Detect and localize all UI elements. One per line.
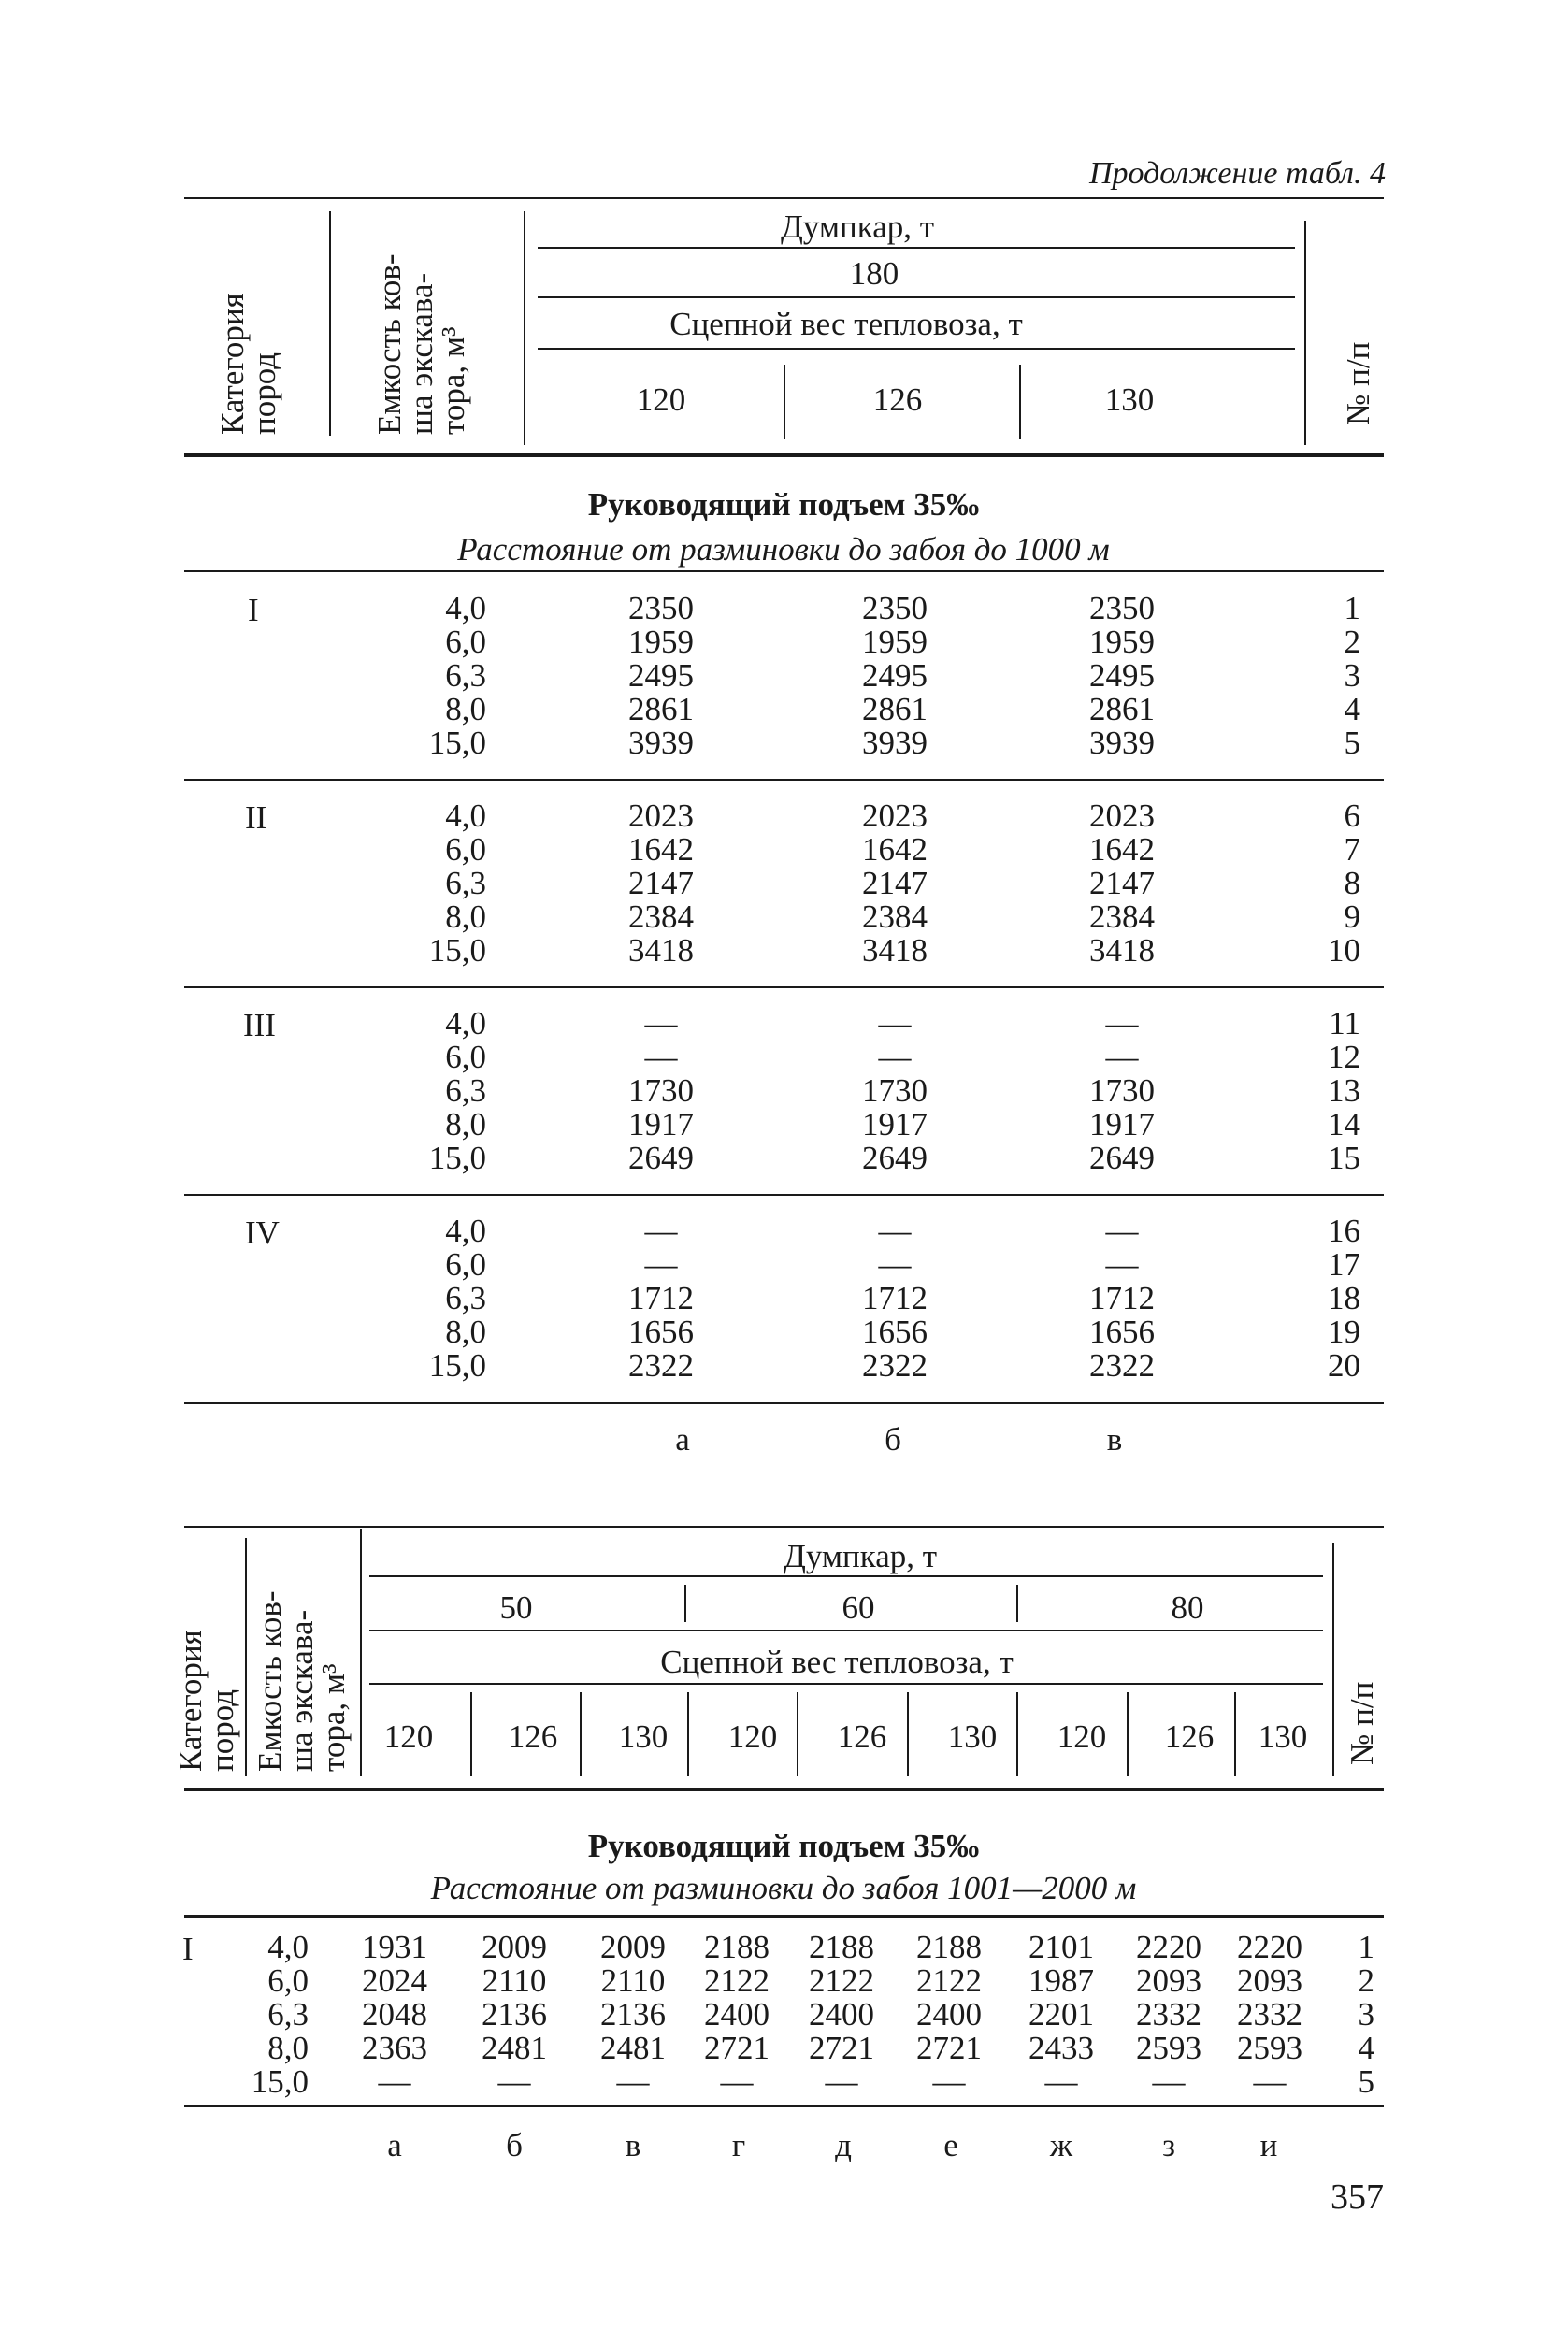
table2-divider (907, 1692, 909, 1776)
table2-column: 2188 2122 2400 2721 — (916, 1929, 982, 2100)
table1-column-letter: б (885, 1421, 901, 1458)
table1-capacity-header: Емкость ков- ша экскава- тора, м³ (371, 253, 471, 435)
table1-bottom-rule (184, 1402, 1384, 1404)
table2-section-rule (184, 1915, 1384, 1918)
table2-divider (1234, 1692, 1236, 1776)
table1-column-b: 2350 1959 2495 2861 3939 (862, 590, 928, 761)
table2-column: 2188 2122 2400 2721 — (809, 1929, 874, 2100)
page-number: 357 (1331, 2177, 1384, 2217)
table2-divider (1016, 1692, 1018, 1776)
table1-column-c: 2350 1959 2495 2861 3939 (1089, 590, 1155, 761)
table2-divider (580, 1692, 582, 1776)
table2-divider (1332, 1543, 1334, 1776)
table1-divider (329, 211, 331, 436)
table2-column: 2188 2122 2400 2721 — (704, 1929, 770, 2100)
table2-bottom-rule (184, 2105, 1384, 2107)
table1-column-a: 2023 1642 2147 2384 3418 (628, 797, 694, 969)
table2-section-subtitle: Расстояние от разминовки до забоя 1001—2000 м (430, 1870, 1137, 1906)
table2-column-letter: з (1162, 2127, 1175, 2163)
table2-weight: 126 (508, 1718, 558, 1755)
table1-top-rule (184, 197, 1384, 199)
table1-header-rule (538, 296, 1295, 298)
table1-number-column: 6 7 8 9 10 (1328, 797, 1360, 969)
table2-column-letter: б (506, 2127, 523, 2163)
table2-header-bottom-rule (184, 1788, 1384, 1791)
table2-capacity-column: 4,0 6,0 6,3 8,0 15,0 (251, 1929, 309, 2100)
table2-column-letter: е (943, 2127, 958, 2163)
table1-divider (1304, 221, 1306, 445)
table2-weight: 126 (837, 1718, 887, 1755)
table1-dumpcar-header: Думпкар, т (780, 208, 935, 245)
table1-weight-c: 130 (1104, 381, 1155, 418)
table1-number-column: 16 17 18 19 20 (1328, 1213, 1360, 1384)
table2-weight: 130 (618, 1718, 669, 1755)
table2-number-column: 1 2 3 4 5 (1358, 1929, 1374, 2100)
table1-weight-a: 120 (636, 381, 686, 418)
table2-category-header: Категория пород (172, 1630, 240, 1772)
table2-column-letter: а (387, 2127, 402, 2163)
table2-divider (360, 1529, 362, 1776)
table1-capacity-column: 4,0 6,0 6,3 8,0 15,0 (428, 1213, 486, 1384)
table1-coupling-header: Сцепной вес тепловоза, т (669, 306, 1023, 342)
table2-divider (245, 1538, 247, 1776)
table2-divider (1127, 1692, 1129, 1776)
table1-section-rule (184, 570, 1384, 572)
table2-column-letter: г (731, 2127, 746, 2163)
table1-dumpcar-value: 180 (849, 255, 899, 292)
table1-weight-b: 126 (872, 381, 923, 418)
table2-divider (684, 1585, 686, 1622)
table2-divider (687, 1692, 689, 1776)
table2-divider (470, 1692, 472, 1776)
table2-weight: 120 (383, 1718, 434, 1755)
table1-column-letter: в (1106, 1421, 1123, 1458)
table1-group-rule (184, 1194, 1384, 1196)
table2-column: 2220 2093 2332 2593 — (1136, 1929, 1201, 2100)
table2-section-title: Руководящий подъем 35‰ (587, 1828, 980, 1864)
table1-divider (1019, 365, 1021, 439)
table2-number-header: № п/п (1344, 1681, 1380, 1765)
table1-header-bottom-rule (184, 453, 1384, 457)
table1-divider (784, 365, 785, 439)
table2-column-letter: ж (1049, 2127, 1073, 2163)
table2-category: I (182, 1931, 194, 1967)
table2-divider (797, 1692, 798, 1776)
continuation-caption: Продолжение табл. 4 (1088, 156, 1386, 191)
table2-capacity-header: Емкость ков- ша экскава- тора, м³ (252, 1590, 352, 1772)
table2-dumpcar-value: 80 (1171, 1589, 1204, 1626)
table1-section-subtitle: Расстояние от разминовки до забоя до 1000 м (457, 531, 1110, 568)
table1-category: III (243, 1007, 276, 1043)
table1-column-a: — — 1712 1656 2322 (628, 1213, 694, 1384)
table2-column-letter: д (835, 2127, 852, 2163)
table1-column-b: — — 1730 1917 2649 (862, 1005, 928, 1176)
table1-column-c: — — 1712 1656 2322 (1089, 1213, 1155, 1384)
table1-header-rule (538, 348, 1295, 350)
table2-column: 2009 2110 2136 2481 — (600, 1929, 666, 2100)
table2-column: 1931 2024 2048 2363 — (362, 1929, 427, 2100)
table1-group-rule (184, 779, 1384, 781)
table2-weight: 120 (1057, 1718, 1107, 1755)
table1-column-a: — — 1730 1917 2649 (628, 1005, 694, 1176)
table2-column: 2101 1987 2201 2433 — (1029, 1929, 1094, 2100)
table2-divider (1016, 1585, 1018, 1622)
table2-dumpcar-value: 50 (499, 1589, 533, 1626)
table2-weight: 130 (947, 1718, 998, 1755)
table1-number-column: 1 2 3 4 5 (1344, 590, 1360, 761)
table2-column: 2220 2093 2332 2593 — (1237, 1929, 1302, 2100)
table2-weight: 126 (1164, 1718, 1215, 1755)
table2-header-rule (369, 1575, 1323, 1577)
table1-header-rule (538, 247, 1295, 249)
table2-top-rule (184, 1526, 1384, 1528)
table1-category: IV (245, 1214, 280, 1251)
table2-header-rule (369, 1683, 1323, 1685)
table1-number-column: 11 12 13 14 15 (1328, 1005, 1360, 1176)
table1-column-b: — — 1712 1656 2322 (862, 1213, 928, 1384)
table2-weight: 130 (1258, 1718, 1308, 1755)
table1-column-letter: а (675, 1421, 690, 1458)
table1-column-a: 2350 1959 2495 2861 3939 (628, 590, 694, 761)
table2-coupling-header: Сцепной вес тепловоза, т (660, 1644, 1014, 1680)
table2-dumpcar-header: Думпкар, т (783, 1538, 938, 1574)
table2-column: 2009 2110 2136 2481 — (482, 1929, 547, 2100)
table1-capacity-column: 4,0 6,0 6,3 8,0 15,0 (428, 797, 486, 969)
table2-header-rule (369, 1630, 1323, 1631)
table2-column-letter: в (625, 2127, 641, 2163)
table2-column-letter: и (1259, 2127, 1278, 2163)
table1-divider (524, 211, 525, 445)
table1-column-c: 2023 1642 2147 2384 3418 (1089, 797, 1155, 969)
table1-category-header: Категория пород (214, 293, 282, 435)
table1-section-title: Руководящий подъем 35‰ (587, 486, 980, 523)
table1-category: I (248, 592, 259, 628)
table1-capacity-column: 4,0 6,0 6,3 8,0 15,0 (428, 1005, 486, 1176)
table2-dumpcar-value: 60 (842, 1589, 875, 1626)
table2-weight: 120 (727, 1718, 778, 1755)
table1-number-header: № п/п (1340, 341, 1376, 425)
table1-capacity-column: 4,0 6,0 6,3 8,0 15,0 (428, 590, 486, 761)
table1-group-rule (184, 986, 1384, 988)
table1-category: II (245, 799, 267, 836)
table1-column-c: — — 1730 1917 2649 (1089, 1005, 1155, 1176)
table1-column-b: 2023 1642 2147 2384 3418 (862, 797, 928, 969)
